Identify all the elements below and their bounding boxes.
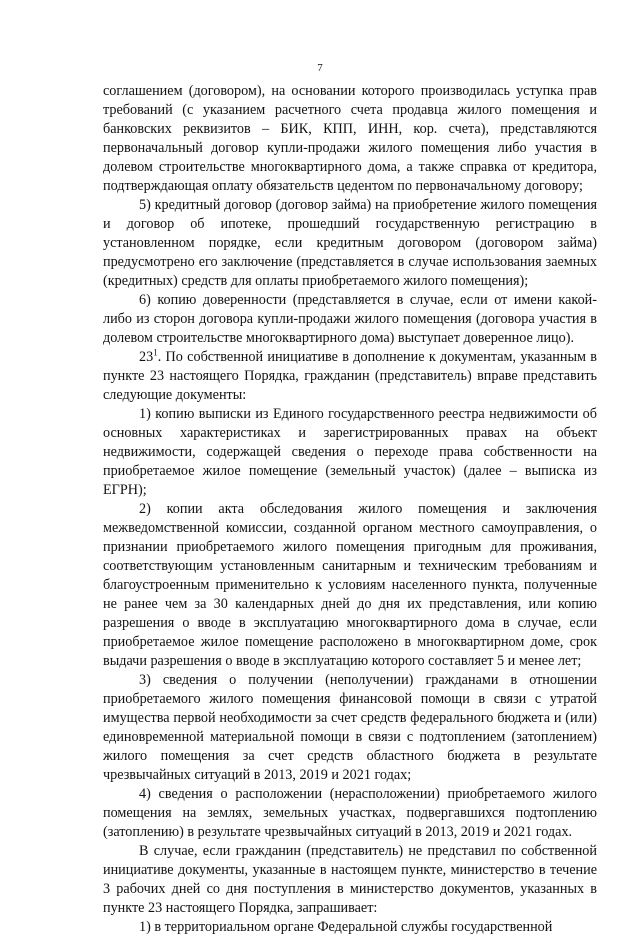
paragraph-continuation: соглашением (договором), на основании которого производилась уступка прав требований (с указанием расчетного счета продавца жилого помещения и банковских реквизитов – БИК, КПП, ИНН, кор. счета), представляются первоначальный договор купли-продажи жилого помещения либо участия в долевом строительстве многоквартирного дома, а также справка от кредитора, подтверждающая оплату обязательств цедентом по первоначальному договору; [103,83,597,194]
paragraph-item-5: 5) кредитный договор (договор займа) на приобретение жилого помещения и договор об ипотеке, прошедший государственную регистрацию в установленном порядке, если кредитным договором (договором займа) предусмотрено его заключение (представляется в случае использования заемных (кредитных) средств для оплаты приобретаемого жилого помещения); [103,197,597,289]
document-body [103,82,597,937]
paragraph-doc-4: 4) сведения о расположении (нерасположении) приобретаемого жилого помещения на землях, земельных участках, подвергавшихся подтоплению (затоплению) в результате чрезвычайных ситуаций в 2013, 2019 и 2021 годах. [103,786,597,840]
paragraph-request-1: 1) в территориальном органе Федеральной службы государственной [139,919,553,935]
paragraph-doc-3: 3) сведения о получении (неполучении) гражданами в отношении приобретаемого жилого помещения финансовой помощи в связи с утратой имущества первой необходимости за счет средств федерального бюджета и (или) единовременной материальной помощи в связи с подтоплением (затоплением) жилого помещения за счет средств областного бюджета в результате чрезвычайных ситуаций в 2013, 2019 и 2021 годах; [103,672,597,783]
paragraph-request: В случае, если гражданин (представитель) не представил по собственной инициативе документы, указанные в настоящем пункте, министерство в течение 3 рабочих дней со дня поступления в министерство документов, указанных в пункте 23 настоящего Порядка, запрашивает: [103,843,597,916]
clause-number: 23 [139,349,154,365]
page-number: 7 [317,62,323,74]
paragraph-clause-23-1 [103,348,597,405]
paragraph-item-6: 6) копию доверенности (представляется в случае, если от имени какой-либо из сторон договора купли-продажи жилого помещения (договора участия в долевом строительстве многоквартирного дома) выступает доверенное лицо). [103,292,597,346]
paragraph-doc-2: 2) копии акта обследования жилого помещения и заключения межведомственной комиссии, созданной органом местного самоуправления, о признании приобретаемого жилого помещения пригодным для проживания, соответствующим установленным санитарным и техническим требованиям и благоустроенным применительно к условиям населенного пункта, полученные не ранее чем за 30 календарных дней до дня их представления, или копию разрешения о вводе в эксплуатацию многоквартирного дома в случае, если приобретаемое жилое помещение расположено в многоквартирном доме, срок выдачи разрешения о вводе в эксплуатацию которого составляет 5 и менее лет; [103,501,597,669]
clause-superscript: 1 [153,347,158,358]
clause-text: . По собственной инициативе в дополнение к документам, указанным в пункте 23 настоящего Порядка, гражданин (представитель) вправе представить следующие документы: [103,349,597,403]
paragraph-doc-1: 1) копию выписки из Единого государственного реестра недвижимости об основных характеристиках и зарегистрированных правах на объект недвижимости, содержащей сведения о переходе права собственности на приобретаемое жилое помещение (земельный участок) (далее – выписка из ЕГРН); [103,406,597,498]
